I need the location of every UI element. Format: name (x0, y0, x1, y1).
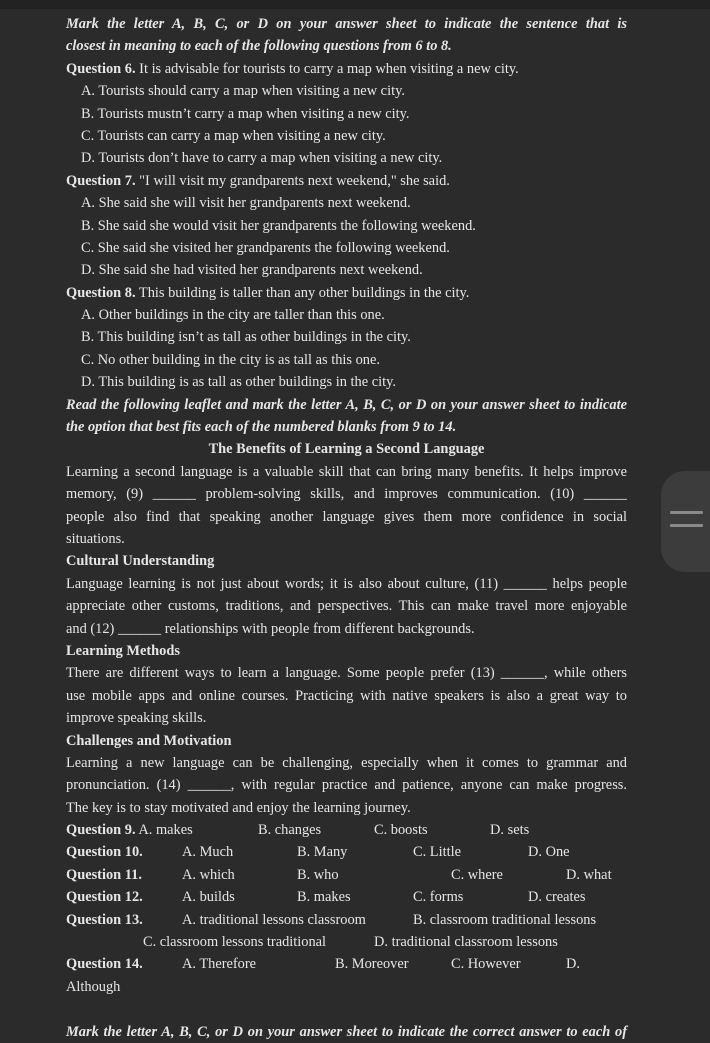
option-c: C. However (451, 956, 521, 973)
paragraph-line: pronunciation. (14) ______, with regular practice and patience, anyone can make progress. (66, 777, 627, 794)
leaflet-heading: Cultural Understanding (66, 553, 215, 570)
question-10-options (66, 841, 627, 863)
paragraph-line: The key is to stay motivated and enjoy the learning journey. (66, 799, 411, 816)
question-label: Question 8. (66, 284, 136, 301)
option-a: A. which (182, 866, 235, 883)
leaflet-heading: Challenges and Motivation (66, 732, 232, 749)
paragraph-line: Learning a second language is a valuable skill that can bring many benefits. It helps improve (66, 463, 627, 480)
option-b: B. Moreover (335, 956, 409, 973)
section-instruction: closest in meaning to each of the following questions from 6 to 8. (66, 38, 452, 55)
paragraph-line: Learning a new language can be challenging, especially when it comes to grammar and (66, 754, 627, 771)
option-d-wrap: Although (66, 978, 121, 995)
question-stem: "I will visit my grandparents next weekend," she said. (135, 172, 450, 189)
paragraph-line: There are different ways to learn a language. Some people prefer (13) ______, while others (66, 665, 627, 682)
paragraph-line: appreciate other customs, traditions, and perspectives. This can make travel more enjoyable (66, 598, 627, 615)
paragraph-line: and (12) ______ relationships with people from different backgrounds. (66, 620, 475, 637)
question-label: Question 13. (66, 911, 143, 928)
question-stem: This building is taller than any other buildings in the city. (135, 284, 470, 301)
option-a: A. traditional lessons classroom (182, 911, 366, 928)
question-12-options (66, 886, 627, 908)
option-a: A. makes (135, 822, 193, 839)
section-instruction: the option that best fits each of the numbered blanks from 9 to 14. (66, 419, 457, 436)
question-11-options (66, 864, 627, 886)
question-label: Question 12. (66, 889, 143, 906)
option-c: C. where (451, 866, 503, 883)
option-b: B. This building isn’t as tall as other buildings in the city. (81, 329, 411, 346)
option-a: A. Tourists should carry a map when visiting a new city. (81, 83, 405, 100)
question-stem: It is advisable for tourists to carry a map when visiting a new city. (135, 60, 519, 77)
option-d: D. creates (528, 889, 586, 906)
option-a: A. Much (182, 844, 234, 861)
section-instruction: Read the following leaflet and mark the letter A, B, C, or D on your answer sheet to indicate (66, 396, 627, 413)
question-13-options-cont (66, 931, 627, 953)
option-a: A. She said she will visit her grandparents next weekend. (81, 195, 411, 212)
question-label: Question 14. (66, 956, 143, 973)
question-9-options (66, 819, 627, 841)
option-b: B. who (297, 866, 339, 883)
option-c: C. Tourists can carry a map when visiting a new city. (81, 127, 386, 144)
scroll-handle[interactable] (661, 471, 710, 572)
option-c: C. classroom lessons traditional (143, 934, 327, 951)
leaflet-title: The Benefits of Learning a Second Language (208, 441, 485, 458)
option-d: D. This building is as tall as other buildings in the city. (81, 374, 396, 391)
option-b: B. She said she would visit her grandparents the following weekend. (81, 217, 476, 234)
worksheet-page (66, 13, 627, 1043)
leaflet-heading: Learning Methods (66, 642, 180, 659)
paragraph-line: use mobile apps and online courses. Practicing with native speakers is also a great way to (66, 687, 627, 704)
question-label: Question 6. (66, 60, 136, 77)
section-instruction: Mark the letter A, B, C, or D on your answer sheet to indicate the correct answer to each of (66, 1023, 627, 1040)
option-d: D. One (528, 844, 570, 861)
option-c: C. No other building in the city is as tall as this one. (81, 351, 380, 368)
option-d: D. sets (490, 822, 530, 839)
paragraph-line: Language learning is not just about words; it is also about culture, (11) ______ helps people (66, 575, 627, 592)
option-d: D. Tourists don’t have to carry a map when visiting a new city. (81, 150, 443, 167)
question-7 (66, 170, 627, 192)
question-14-options (66, 953, 627, 975)
question-label: Question 9. (66, 822, 136, 839)
option-d: D. She said she had visited her grandparents next weekend. (81, 262, 423, 279)
question-8 (66, 282, 627, 304)
question-13-options (66, 909, 627, 931)
question-6 (66, 58, 627, 80)
option-b: B. makes (297, 889, 351, 906)
option-c: C. Little (413, 844, 461, 861)
option-a: A. builds (182, 889, 235, 906)
blank-line (66, 998, 627, 1020)
option-b: B. classroom traditional lessons (413, 911, 597, 928)
paragraph-line: improve speaking skills. (66, 710, 207, 727)
grip-line-icon (670, 511, 703, 514)
option-b: B. changes (258, 822, 322, 839)
option-c: C. She said she visited her grandparents the following weekend. (81, 239, 450, 256)
option-c: C. forms (413, 889, 464, 906)
option-d: D. what (566, 866, 612, 883)
option-c: C. boosts (374, 822, 428, 839)
question-label: Question 10. (66, 844, 143, 861)
paragraph-line: situations. (66, 530, 125, 547)
top-toolbar-strip (0, 0, 710, 9)
option-b: B. Tourists mustn’t carry a map when visiting a new city. (81, 105, 410, 122)
section-instruction: Mark the letter A, B, C, or D on your answer sheet to indicate the sentence that is (66, 16, 627, 32)
option-d: D. (566, 956, 580, 973)
question-label: Question 7. (66, 172, 136, 189)
paragraph-line: people also find that speaking another language gives them more confidence in social (66, 508, 627, 525)
grip-line-icon (670, 524, 703, 527)
question-label: Question 11. (66, 866, 142, 883)
option-a: A. Therefore (182, 956, 257, 973)
option-b: B. Many (297, 844, 348, 861)
paragraph-line: memory, (9) ______ problem-solving skills, and improves communication. (10) ______ (66, 486, 627, 503)
option-d: D. traditional classroom lessons (374, 934, 558, 951)
option-a: A. Other buildings in the city are taller than this one. (81, 307, 385, 324)
